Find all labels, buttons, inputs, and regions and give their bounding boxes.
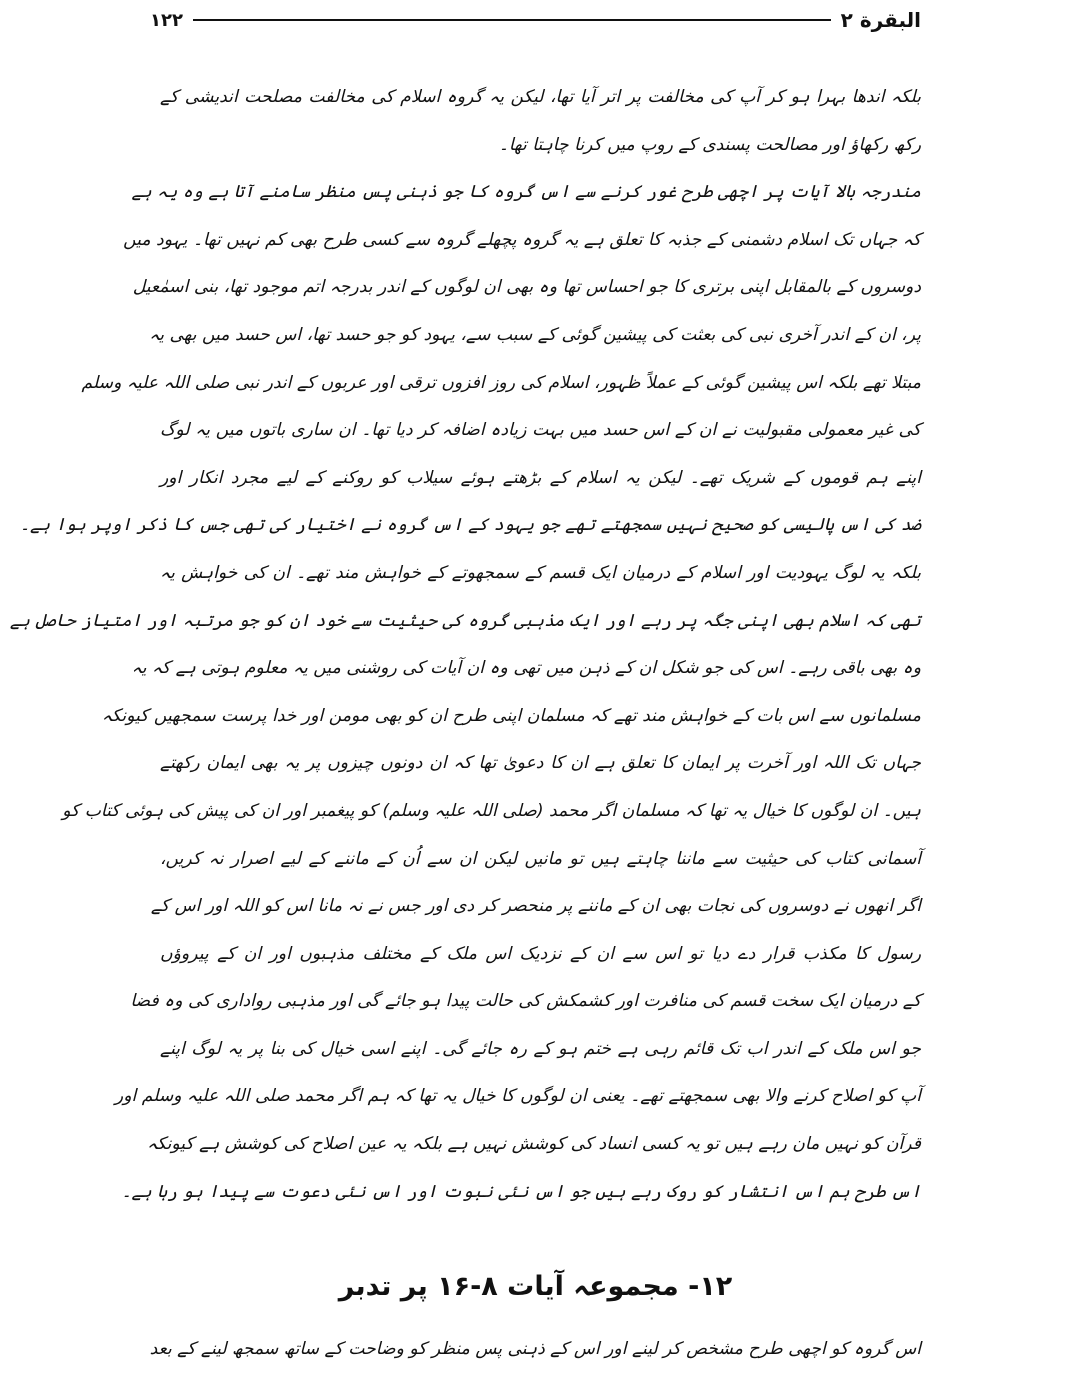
text-line: مبتلا تھے بلکہ اس پیشین گوئی کے عملاً ظہور، اسلام کی روز افزوں ترقی اور عربوں کے اندر نبی صلی اللہ علیہ وسلم bbox=[81, 372, 921, 393]
text-line: کہ جہاں تک اسلام دشمنی کے جذبہ کا تعلق ہے یہ گروہ پچھلے گروہ سے کسی طرح بھی کم نہیں تھا۔ یہود میں bbox=[123, 229, 921, 250]
text-line: آسمانی کتاب کی حیثیت سے ماننا چاہتے ہیں تو مانیں لیکن ان سے اُن کے ماننے کے لیے اصرار نہ کریں، bbox=[160, 848, 921, 869]
page-header bbox=[150, 6, 921, 34]
text-line: اپنے ہم قوموں کے شریک تھے۔ لیکن یہ اسلام کے بڑھتے ہوئے سیلاب کو روکنے کے لیے مجرد انکار اور bbox=[160, 467, 921, 488]
text-line: رسول کا مکذب قرار دے دیا تو اس سے ان کے نزدیک اس ملک کے مختلف مذہبوں اور ان کے پیروؤں bbox=[160, 943, 921, 964]
text-line: اگر انھوں نے دوسروں کی نجات بھی ان کے ماننے پر منحصر کر دی اور جس نے نہ مانا اس کو اللہ اور اس کے bbox=[150, 896, 921, 917]
text-line: پر، ان کے اندر آخری نبی کی بعثت کی پیشین گوئی کے سبب سے، یہود کو جو حسد تھا، اس حسد میں بھی یہ bbox=[149, 324, 921, 345]
body-text bbox=[9, 74, 921, 1216]
text-line: دوسروں کے بالمقابل اپنی برتری کا جو احساس تھا وہ بھی ان لوگوں کے اندر بدرجہ اتم موجود تھا، بنی اسمٰعیل bbox=[132, 277, 921, 298]
page-number: ١٢٢ bbox=[150, 9, 183, 31]
text-line: وہ بھی باقی رہے۔ اس کی جو شکل ان کے ذہن میں تھی وہ ان آیات کی روشنی میں یہ معلوم ہوتی ہے کہ یہ bbox=[131, 658, 921, 679]
text-line: آپ کو اصلاح کرنے والا بھی سمجھتے تھے۔ یعنی ان لوگوں کا خیال یہ تھا کہ ہم اگر محمد صلی اللہ علیہ وسلم اور bbox=[114, 1086, 921, 1107]
text-line: اس طرح ہم اس انتشار کو روک رہے ہیں جو اس نئی نبوت اور اس نئی دعوت سے پیدا ہو رہا ہے۔ bbox=[121, 1181, 921, 1202]
text-line: جہاں تک اللہ اور آخرت پر ایمان کا تعلق ہے ان کا دعویٰ تھا کہ ان دونوں چیزوں پر یہ بھی ایمان رکھتے bbox=[160, 753, 921, 774]
text-line: بلکہ یہ لوگ یہودیت اور اسلام کے درمیان ایک قسم کے سمجھوتے کے خواہش مند تھے۔ ان کی خواہش یہ bbox=[160, 562, 921, 583]
text-line: کی غیر معمولی مقبولیت نے ان کے اس حسد میں بہت زیادہ اضافہ کر دیا تھا۔ ان ساری باتوں میں یہ لوگ bbox=[160, 420, 921, 441]
text-line: جو اس ملک کے اندر اب تک قائم رہی ہے ختم ہو کے رہ جائے گی۔ اپنے اسی خیال کی بنا پر یہ لوگ اپنے bbox=[160, 1038, 921, 1059]
text-line: مسلمانوں سے اس بات کے خواہش مند تھے کہ مسلمان اپنی طرح ان کو بھی مومن اور خدا پرست سمجھیں کیونکہ bbox=[101, 705, 921, 726]
text-line: قرآن کو نہیں مان رہے ہیں تو یہ کسی انساد کی کوشش نہیں ہے بلکہ یہ عین اصلاح کی کوشش ہے کیونکہ bbox=[147, 1134, 921, 1155]
text-line: کے درمیان ایک سخت قسم کی منافرت اور کشمکش کی حالت پیدا ہو جائے گی اور مذہبی رواداری کی وہ فضا bbox=[130, 991, 921, 1012]
text-line: ہیں۔ ان لوگوں کا خیال یہ تھا کہ مسلمان اگر محمد (صلی اللہ علیہ وسلم) کو پیغمبر اور ان کی پیش کی ہوئی کتاب کو bbox=[62, 800, 921, 821]
text-line: اس گروہ کو اچھی طرح مشخص کر لینے اور اس کے ذہنی پس منظر کو وضاحت کے ساتھ سمجھ لینے کے بعد bbox=[149, 1339, 921, 1359]
section-heading: ۱۲- مجموعہ آیات ۸-۱۶ پر تدبر bbox=[338, 1271, 733, 1302]
text-line: رکھ رکھاؤ اور مصالحت پسندی کے روپ میں کرنا چاہتا تھا۔ bbox=[498, 134, 921, 155]
text-line: تھی کہ اسلام بھی اپنی جگہ پر رہے اور ایک مذہبی گروہ کی حیثیت سے خود ان کو جو مرتبہ اور امتیاز حاصل ہے bbox=[9, 610, 921, 631]
text-line: بلکہ اندھا بہرا ہو کر آپ کی مخالفت پر اتر آیا تھا، لیکن یہ گروہ اسلام کی مخالفت مصلحت اندیشی کے bbox=[160, 87, 921, 107]
text-line: مندرجہ بالا آیات پر اچھی طرح غور کرنے سے اس گروہ کا جو ذہنی پس منظر سامنے آتا ہے وہ یہ ہے bbox=[131, 182, 921, 203]
chapter-title: البقرة ٢ bbox=[840, 8, 921, 32]
header-rule bbox=[193, 19, 831, 21]
text-line: ضد کی اس پالیسی کو صحیح نہیں سمجھتے تھے جو یہود کے اس گروہ نے اختیار کی تھی جس کا ذکر اوپر ہوا ہے۔ bbox=[19, 515, 921, 536]
